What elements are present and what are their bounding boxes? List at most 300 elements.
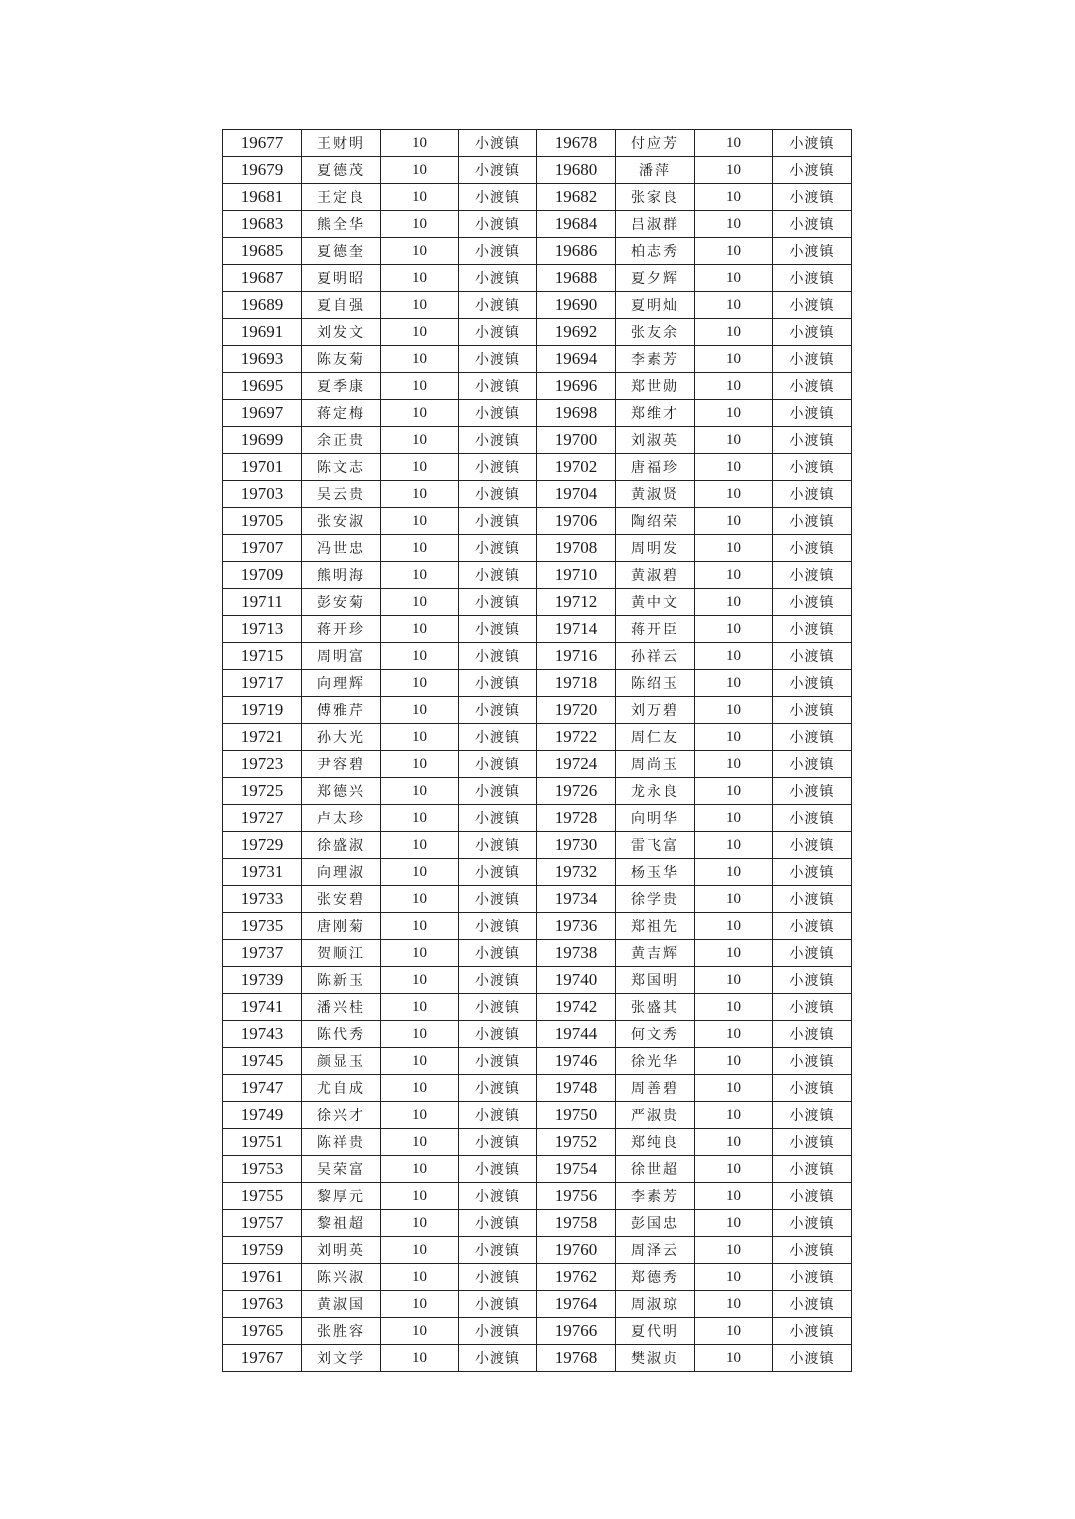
amount-cell: 10 — [695, 670, 773, 697]
amount-cell: 10 — [695, 1021, 773, 1048]
person-name-cell: 向理淑 — [302, 859, 381, 886]
town-cell: 小渡镇 — [459, 697, 537, 724]
table-row — [223, 400, 852, 427]
town-cell: 小渡镇 — [459, 535, 537, 562]
amount-cell: 10 — [381, 1129, 459, 1156]
person-name-cell: 夏自强 — [302, 292, 381, 319]
amount-cell: 10 — [695, 724, 773, 751]
record-id-cell: 19699 — [223, 427, 302, 454]
record-id-cell: 19702 — [537, 454, 616, 481]
town-cell: 小渡镇 — [773, 1264, 852, 1291]
table-row — [223, 670, 852, 697]
person-name-cell: 徐学贵 — [616, 886, 695, 913]
amount-cell: 10 — [695, 859, 773, 886]
record-id-cell: 19733 — [223, 886, 302, 913]
record-id-cell: 19745 — [223, 1048, 302, 1075]
town-cell: 小渡镇 — [773, 454, 852, 481]
town-cell: 小渡镇 — [459, 184, 537, 211]
person-name-cell: 刘发文 — [302, 319, 381, 346]
amount-cell: 10 — [381, 616, 459, 643]
town-cell: 小渡镇 — [459, 1183, 537, 1210]
record-id-cell: 19695 — [223, 373, 302, 400]
town-cell: 小渡镇 — [773, 1021, 852, 1048]
town-cell: 小渡镇 — [459, 427, 537, 454]
amount-cell: 10 — [381, 292, 459, 319]
town-cell: 小渡镇 — [773, 994, 852, 1021]
record-id-cell: 19723 — [223, 751, 302, 778]
person-name-cell: 熊明海 — [302, 562, 381, 589]
person-name-cell: 周泽云 — [616, 1237, 695, 1264]
person-name-cell: 孙祥云 — [616, 643, 695, 670]
record-id-cell: 19678 — [537, 130, 616, 157]
person-name-cell: 吴云贵 — [302, 481, 381, 508]
town-cell: 小渡镇 — [773, 562, 852, 589]
record-id-cell: 19730 — [537, 832, 616, 859]
record-id-cell: 19688 — [537, 265, 616, 292]
town-cell: 小渡镇 — [459, 724, 537, 751]
town-cell: 小渡镇 — [773, 265, 852, 292]
amount-cell: 10 — [695, 238, 773, 265]
table-row — [223, 643, 852, 670]
town-cell: 小渡镇 — [459, 1156, 537, 1183]
table-row — [223, 778, 852, 805]
person-name-cell: 夏明昭 — [302, 265, 381, 292]
town-cell: 小渡镇 — [773, 724, 852, 751]
record-id-cell: 19722 — [537, 724, 616, 751]
roster-table — [222, 129, 852, 1372]
record-id-cell: 19735 — [223, 913, 302, 940]
record-id-cell: 19707 — [223, 535, 302, 562]
town-cell: 小渡镇 — [773, 940, 852, 967]
person-name-cell: 唐刚菊 — [302, 913, 381, 940]
person-name-cell: 杨玉华 — [616, 859, 695, 886]
table-row — [223, 589, 852, 616]
person-name-cell: 尤自成 — [302, 1075, 381, 1102]
town-cell: 小渡镇 — [459, 832, 537, 859]
person-name-cell: 黄吉辉 — [616, 940, 695, 967]
table-row — [223, 1345, 852, 1372]
table-row — [223, 697, 852, 724]
town-cell: 小渡镇 — [459, 751, 537, 778]
table-row — [223, 184, 852, 211]
town-cell: 小渡镇 — [773, 1156, 852, 1183]
town-cell: 小渡镇 — [773, 238, 852, 265]
record-id-cell: 19758 — [537, 1210, 616, 1237]
town-cell: 小渡镇 — [459, 508, 537, 535]
amount-cell: 10 — [381, 589, 459, 616]
record-id-cell: 19763 — [223, 1291, 302, 1318]
amount-cell: 10 — [381, 454, 459, 481]
record-id-cell: 19734 — [537, 886, 616, 913]
record-id-cell: 19760 — [537, 1237, 616, 1264]
record-id-cell: 19747 — [223, 1075, 302, 1102]
town-cell: 小渡镇 — [773, 1210, 852, 1237]
town-cell: 小渡镇 — [459, 319, 537, 346]
amount-cell: 10 — [695, 1075, 773, 1102]
amount-cell: 10 — [695, 184, 773, 211]
record-id-cell: 19742 — [537, 994, 616, 1021]
town-cell: 小渡镇 — [459, 1264, 537, 1291]
amount-cell: 10 — [381, 1318, 459, 1345]
amount-cell: 10 — [695, 130, 773, 157]
amount-cell: 10 — [695, 400, 773, 427]
town-cell: 小渡镇 — [459, 211, 537, 238]
record-id-cell: 19685 — [223, 238, 302, 265]
person-name-cell: 傅雅芹 — [302, 697, 381, 724]
person-name-cell: 黄淑碧 — [616, 562, 695, 589]
town-cell: 小渡镇 — [773, 832, 852, 859]
record-id-cell: 19686 — [537, 238, 616, 265]
town-cell: 小渡镇 — [773, 346, 852, 373]
table-row — [223, 616, 852, 643]
table-row — [223, 1102, 852, 1129]
amount-cell: 10 — [381, 832, 459, 859]
table-row — [223, 130, 852, 157]
record-id-cell: 19690 — [537, 292, 616, 319]
town-cell: 小渡镇 — [459, 994, 537, 1021]
person-name-cell: 龙永良 — [616, 778, 695, 805]
person-name-cell: 刘万碧 — [616, 697, 695, 724]
record-id-cell: 19740 — [537, 967, 616, 994]
person-name-cell: 黎厚元 — [302, 1183, 381, 1210]
record-id-cell: 19691 — [223, 319, 302, 346]
town-cell: 小渡镇 — [773, 886, 852, 913]
town-cell: 小渡镇 — [459, 1291, 537, 1318]
person-name-cell: 张盛其 — [616, 994, 695, 1021]
amount-cell: 10 — [381, 1237, 459, 1264]
amount-cell: 10 — [695, 265, 773, 292]
town-cell: 小渡镇 — [773, 157, 852, 184]
table-row — [223, 724, 852, 751]
town-cell: 小渡镇 — [459, 481, 537, 508]
town-cell: 小渡镇 — [459, 130, 537, 157]
amount-cell: 10 — [381, 373, 459, 400]
town-cell: 小渡镇 — [459, 913, 537, 940]
person-name-cell: 黄淑国 — [302, 1291, 381, 1318]
person-name-cell: 郑纯良 — [616, 1129, 695, 1156]
town-cell: 小渡镇 — [459, 265, 537, 292]
amount-cell: 10 — [381, 1048, 459, 1075]
amount-cell: 10 — [695, 211, 773, 238]
town-cell: 小渡镇 — [773, 400, 852, 427]
table-row — [223, 994, 852, 1021]
record-id-cell: 19718 — [537, 670, 616, 697]
town-cell: 小渡镇 — [459, 778, 537, 805]
town-cell: 小渡镇 — [459, 1075, 537, 1102]
table-row — [223, 292, 852, 319]
table-row — [223, 886, 852, 913]
amount-cell: 10 — [695, 481, 773, 508]
record-id-cell: 19764 — [537, 1291, 616, 1318]
amount-cell: 10 — [695, 616, 773, 643]
person-name-cell: 张安淑 — [302, 508, 381, 535]
person-name-cell: 潘兴桂 — [302, 994, 381, 1021]
table-row — [223, 508, 852, 535]
person-name-cell: 黄中文 — [616, 589, 695, 616]
amount-cell: 10 — [695, 373, 773, 400]
amount-cell: 10 — [381, 1264, 459, 1291]
person-name-cell: 严淑贵 — [616, 1102, 695, 1129]
record-id-cell: 19732 — [537, 859, 616, 886]
amount-cell: 10 — [381, 967, 459, 994]
person-name-cell: 陈兴淑 — [302, 1264, 381, 1291]
amount-cell: 10 — [381, 886, 459, 913]
record-id-cell: 19696 — [537, 373, 616, 400]
person-name-cell: 黄淑贤 — [616, 481, 695, 508]
amount-cell: 10 — [381, 751, 459, 778]
person-name-cell: 张家良 — [616, 184, 695, 211]
record-id-cell: 19726 — [537, 778, 616, 805]
town-cell: 小渡镇 — [773, 1075, 852, 1102]
town-cell: 小渡镇 — [773, 373, 852, 400]
town-cell: 小渡镇 — [773, 778, 852, 805]
person-name-cell: 彭国忠 — [616, 1210, 695, 1237]
amount-cell: 10 — [695, 832, 773, 859]
town-cell: 小渡镇 — [459, 1129, 537, 1156]
record-id-cell: 19703 — [223, 481, 302, 508]
town-cell: 小渡镇 — [773, 643, 852, 670]
person-name-cell: 周尚玉 — [616, 751, 695, 778]
person-name-cell: 郑德秀 — [616, 1264, 695, 1291]
amount-cell: 10 — [381, 1156, 459, 1183]
town-cell: 小渡镇 — [773, 508, 852, 535]
town-cell: 小渡镇 — [459, 238, 537, 265]
town-cell: 小渡镇 — [773, 859, 852, 886]
person-name-cell: 郑维才 — [616, 400, 695, 427]
table-row — [223, 1183, 852, 1210]
person-name-cell: 郑祖先 — [616, 913, 695, 940]
record-id-cell: 19724 — [537, 751, 616, 778]
amount-cell: 10 — [695, 778, 773, 805]
person-name-cell: 张安碧 — [302, 886, 381, 913]
town-cell: 小渡镇 — [459, 1102, 537, 1129]
person-name-cell: 郑世勋 — [616, 373, 695, 400]
person-name-cell: 张友余 — [616, 319, 695, 346]
record-id-cell: 19756 — [537, 1183, 616, 1210]
record-id-cell: 19750 — [537, 1102, 616, 1129]
table-row — [223, 940, 852, 967]
person-name-cell: 向明华 — [616, 805, 695, 832]
amount-cell: 10 — [695, 1318, 773, 1345]
record-id-cell: 19706 — [537, 508, 616, 535]
person-name-cell: 陈友菊 — [302, 346, 381, 373]
town-cell: 小渡镇 — [773, 1237, 852, 1264]
amount-cell: 10 — [695, 508, 773, 535]
table-row — [223, 1210, 852, 1237]
amount-cell: 10 — [381, 319, 459, 346]
amount-cell: 10 — [695, 697, 773, 724]
person-name-cell: 王定良 — [302, 184, 381, 211]
town-cell: 小渡镇 — [773, 130, 852, 157]
amount-cell: 10 — [381, 805, 459, 832]
town-cell: 小渡镇 — [773, 1129, 852, 1156]
amount-cell: 10 — [381, 697, 459, 724]
town-cell: 小渡镇 — [773, 1318, 852, 1345]
person-name-cell: 李素芳 — [616, 1183, 695, 1210]
amount-cell: 10 — [695, 1129, 773, 1156]
town-cell: 小渡镇 — [773, 967, 852, 994]
amount-cell: 10 — [381, 130, 459, 157]
amount-cell: 10 — [695, 157, 773, 184]
person-name-cell: 刘明英 — [302, 1237, 381, 1264]
record-id-cell: 19737 — [223, 940, 302, 967]
amount-cell: 10 — [381, 238, 459, 265]
record-id-cell: 19757 — [223, 1210, 302, 1237]
town-cell: 小渡镇 — [773, 1183, 852, 1210]
record-id-cell: 19768 — [537, 1345, 616, 1372]
amount-cell: 10 — [381, 778, 459, 805]
town-cell: 小渡镇 — [773, 427, 852, 454]
town-cell: 小渡镇 — [773, 319, 852, 346]
record-id-cell: 19710 — [537, 562, 616, 589]
person-name-cell: 柏志秀 — [616, 238, 695, 265]
person-name-cell: 徐盛淑 — [302, 832, 381, 859]
person-name-cell: 夏季康 — [302, 373, 381, 400]
town-cell: 小渡镇 — [773, 751, 852, 778]
amount-cell: 10 — [381, 346, 459, 373]
amount-cell: 10 — [695, 1291, 773, 1318]
amount-cell: 10 — [695, 913, 773, 940]
person-name-cell: 尹容碧 — [302, 751, 381, 778]
record-id-cell: 19713 — [223, 616, 302, 643]
person-name-cell: 熊全华 — [302, 211, 381, 238]
table-row — [223, 1237, 852, 1264]
table-row — [223, 211, 852, 238]
record-id-cell: 19687 — [223, 265, 302, 292]
person-name-cell: 付应芳 — [616, 130, 695, 157]
record-id-cell: 19725 — [223, 778, 302, 805]
record-id-cell: 19705 — [223, 508, 302, 535]
amount-cell: 10 — [695, 427, 773, 454]
town-cell: 小渡镇 — [459, 1345, 537, 1372]
record-id-cell: 19704 — [537, 481, 616, 508]
table-row — [223, 1291, 852, 1318]
amount-cell: 10 — [695, 1210, 773, 1237]
person-name-cell: 徐世超 — [616, 1156, 695, 1183]
record-id-cell: 19700 — [537, 427, 616, 454]
record-id-cell: 19759 — [223, 1237, 302, 1264]
record-id-cell: 19684 — [537, 211, 616, 238]
amount-cell: 10 — [381, 508, 459, 535]
record-id-cell: 19712 — [537, 589, 616, 616]
amount-cell: 10 — [695, 589, 773, 616]
person-name-cell: 夏代明 — [616, 1318, 695, 1345]
town-cell: 小渡镇 — [773, 1048, 852, 1075]
record-id-cell: 19701 — [223, 454, 302, 481]
table-row — [223, 1129, 852, 1156]
amount-cell: 10 — [381, 1021, 459, 1048]
town-cell: 小渡镇 — [459, 562, 537, 589]
table-row — [223, 1075, 852, 1102]
record-id-cell: 19697 — [223, 400, 302, 427]
person-name-cell: 颜显玉 — [302, 1048, 381, 1075]
table-row — [223, 967, 852, 994]
amount-cell: 10 — [695, 1345, 773, 1372]
person-name-cell: 潘萍 — [616, 157, 695, 184]
person-name-cell: 刘文学 — [302, 1345, 381, 1372]
amount-cell: 10 — [695, 319, 773, 346]
person-name-cell: 郑国明 — [616, 967, 695, 994]
amount-cell: 10 — [695, 1183, 773, 1210]
record-id-cell: 19720 — [537, 697, 616, 724]
amount-cell: 10 — [381, 427, 459, 454]
person-name-cell: 彭安菊 — [302, 589, 381, 616]
person-name-cell: 蒋开臣 — [616, 616, 695, 643]
table-row — [223, 535, 852, 562]
town-cell: 小渡镇 — [459, 805, 537, 832]
amount-cell: 10 — [381, 1210, 459, 1237]
amount-cell: 10 — [695, 940, 773, 967]
person-name-cell: 余正贵 — [302, 427, 381, 454]
record-id-cell: 19743 — [223, 1021, 302, 1048]
amount-cell: 10 — [695, 1237, 773, 1264]
person-name-cell: 何文秀 — [616, 1021, 695, 1048]
record-id-cell: 19762 — [537, 1264, 616, 1291]
town-cell: 小渡镇 — [773, 697, 852, 724]
town-cell: 小渡镇 — [773, 211, 852, 238]
record-id-cell: 19677 — [223, 130, 302, 157]
record-id-cell: 19746 — [537, 1048, 616, 1075]
record-id-cell: 19711 — [223, 589, 302, 616]
person-name-cell: 徐光华 — [616, 1048, 695, 1075]
table-row — [223, 859, 852, 886]
person-name-cell: 樊淑贞 — [616, 1345, 695, 1372]
person-name-cell: 夏夕辉 — [616, 265, 695, 292]
town-cell: 小渡镇 — [459, 1318, 537, 1345]
amount-cell: 10 — [381, 211, 459, 238]
record-id-cell: 19751 — [223, 1129, 302, 1156]
person-name-cell: 贺顺江 — [302, 940, 381, 967]
table-row — [223, 481, 852, 508]
amount-cell: 10 — [381, 940, 459, 967]
amount-cell: 10 — [381, 913, 459, 940]
person-name-cell: 陈代秀 — [302, 1021, 381, 1048]
amount-cell: 10 — [381, 1291, 459, 1318]
person-name-cell: 郑德兴 — [302, 778, 381, 805]
person-name-cell: 蒋定梅 — [302, 400, 381, 427]
amount-cell: 10 — [381, 670, 459, 697]
person-name-cell: 张胜容 — [302, 1318, 381, 1345]
record-id-cell: 19761 — [223, 1264, 302, 1291]
person-name-cell: 蒋开珍 — [302, 616, 381, 643]
record-id-cell: 19679 — [223, 157, 302, 184]
person-name-cell: 向理辉 — [302, 670, 381, 697]
town-cell: 小渡镇 — [459, 670, 537, 697]
amount-cell: 10 — [381, 994, 459, 1021]
town-cell: 小渡镇 — [459, 940, 537, 967]
amount-cell: 10 — [381, 535, 459, 562]
record-id-cell: 19714 — [537, 616, 616, 643]
town-cell: 小渡镇 — [459, 373, 537, 400]
amount-cell: 10 — [695, 751, 773, 778]
amount-cell: 10 — [381, 643, 459, 670]
table-row — [223, 1264, 852, 1291]
town-cell: 小渡镇 — [773, 1345, 852, 1372]
record-id-cell: 19721 — [223, 724, 302, 751]
amount-cell: 10 — [381, 1345, 459, 1372]
person-name-cell: 陈绍玉 — [616, 670, 695, 697]
roster-body — [223, 130, 852, 1372]
town-cell: 小渡镇 — [459, 400, 537, 427]
table-row — [223, 373, 852, 400]
record-id-cell: 19692 — [537, 319, 616, 346]
town-cell: 小渡镇 — [459, 454, 537, 481]
person-name-cell: 陈祥贵 — [302, 1129, 381, 1156]
person-name-cell: 冯世忠 — [302, 535, 381, 562]
town-cell: 小渡镇 — [459, 589, 537, 616]
person-name-cell: 李素芳 — [616, 346, 695, 373]
town-cell: 小渡镇 — [459, 1237, 537, 1264]
